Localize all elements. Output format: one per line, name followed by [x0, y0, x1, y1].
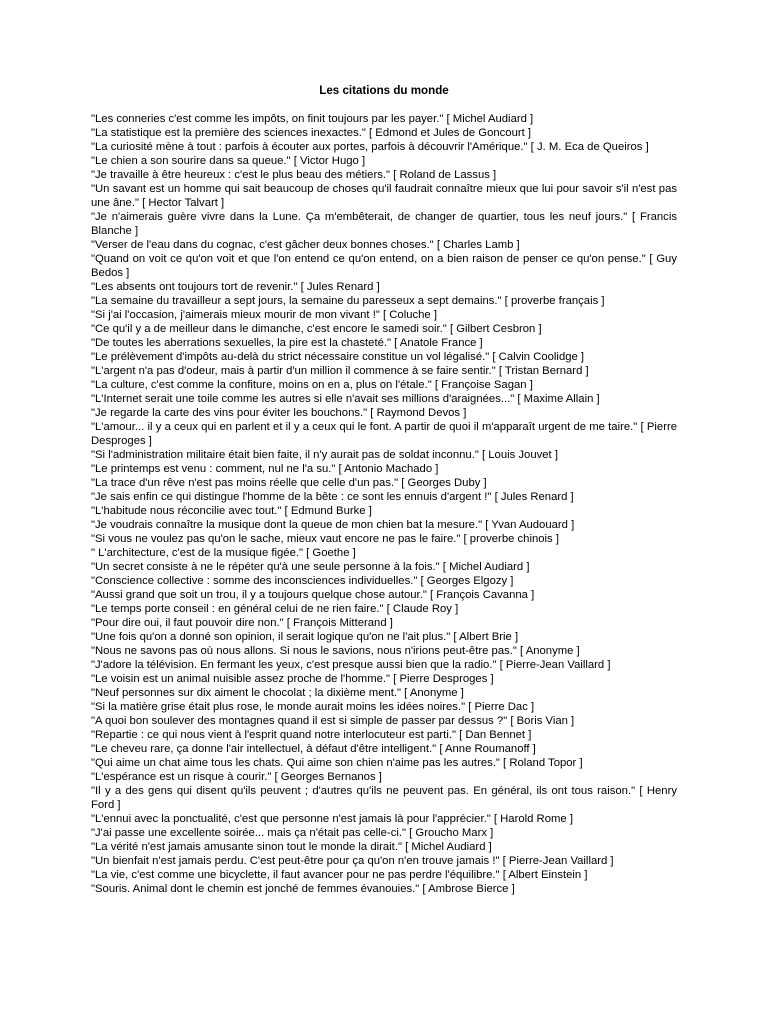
quote-item: "Les absents ont toujours tort de revenir." [ Jules Renard ] [91, 281, 380, 293]
quote-item: "Conscience collective : somme des inconsciences individuelles." [ Georges Elgozy ] [91, 575, 514, 587]
quote-item: "Qui aime un chat aime tous les chats. Qui aime son chien n'aime pas les autres." [ Roland Topor ] [91, 757, 583, 769]
quote-item: "Le prélèvement d'impôts au-delà du strict nécessaire constitue un vol légalisé." [ Calvin Coolidge ] [91, 351, 585, 363]
quote-item: "Les conneries c'est comme les impôts, on finit toujours par les payer." [ Michel Audiard ] [91, 113, 534, 125]
quote-item: "Si vous ne voulez pas qu'on le sache, mieux vaut encore ne pas le faire." [ proverbe chinois ] [91, 533, 559, 545]
quote-item: "Le chien a son sourire dans sa queue." [ Victor Hugo ] [91, 155, 366, 167]
quote-item: "Le cheveu rare, ça donne l'air intellectuel, à défaut d'être intelligent." [ Anne Roumanoff ] [91, 743, 536, 755]
quote-item: "A quoi bon soulever des montagnes quand il est si simple de passer par dessus ?" [ Boris Vian ] [91, 715, 575, 727]
quote-item: "J'ai passe une excellente soirée... mais ça n'était pas celle-ci." [ Groucho Marx ] [91, 827, 494, 839]
page-title: Les citations du monde [319, 84, 449, 97]
quote-item: " L'architecture, c'est de la musique figée." [ Goethe ] [91, 547, 356, 559]
quote-item: "La curiosité mène à tout : parfois à écouter aux portes, parfois à découvrir l'Amérique." [ J. M. Eca de Queiros ] [91, 141, 649, 153]
quote-item: "Verser de l'eau dans du cognac, c'est gâcher deux bonnes choses." [ Charles Lamb ] [91, 239, 520, 251]
quote-item: "L'ennui avec la ponctualité, c'est que personne n'est jamais là pour l'apprécier." [ Harold Rome ] [91, 813, 573, 825]
quote-item: "Si j'ai l'occasion, j'aimerais mieux mourir de mon vivant !" [ Coluche ] [91, 309, 437, 321]
quote-item: "La vie, c'est comme une bicyclette, il faut avancer pour ne pas perdre l'équilibre." [ Albert Einstein ] [91, 869, 588, 881]
quote-item: "Je n'aimerais guère vivre dans la Lune. Ça m'embêterait, de changer de quartier, tous les neuf jours." [ Francis Blanche ] [91, 211, 677, 237]
quote-item: "L'Internet serait une toile comme les autres si elle n'avait ses millions d'araignées..." [ Maxime Allain ] [91, 393, 600, 405]
quote-item: "Un bienfait n'est jamais perdu. C'est peut-être pour ça qu'on n'en trouve jamais !" [ Pierre-Jean Vaillard ] [91, 855, 614, 867]
quote-item: "Une fois qu'on a donné son opinion, il serait logique qu'on ne l'ait plus." [ Albert Brie ] [91, 631, 519, 643]
quote-item: "L'amour... il y a ceux qui en parlent et il y a ceux qui le font. A partir de quoi il m'apparaît urgent de me taire." [ Pierre Desproges ] [91, 421, 677, 447]
quote-item: "Nous ne savons pas où nous allons. Si nous le savions, nous n'irions peut-être pas." [ Anonyme ] [91, 645, 580, 657]
quote-item: "Le printemps est venu : comment, nul ne l'a su." [ Antonio Machado ] [91, 463, 439, 475]
quote-item: "Si la matière grise était plus rose, le monde aurait moins les idées noires." [ Pierre Dac ] [91, 701, 535, 713]
quote-item: "Je sais enfin ce qui distingue l'homme de la bête : ce sont les ennuis d'argent !" [ Jules Renard ] [91, 491, 574, 503]
quote-item: "Repartie : ce qui nous vient à l'esprit quand notre interlocuteur est parti." [ Dan Bennet ] [91, 729, 532, 741]
quote-item: "Le temps porte conseil : en général celui de ne rien faire." [ Claude Roy ] [91, 603, 459, 615]
quote-item: "Le voisin est un animal nuisible assez proche de l'homme." [ Pierre Desproges ] [91, 673, 494, 685]
quote-item: "Souris. Animal dont le chemin est jonché de femmes évanouies." [ Ambrose Bierce ] [91, 883, 515, 895]
quote-item: "Je regarde la carte des vins pour éviter les bouchons." [ Raymond Devos ] [91, 407, 467, 419]
quote-item: "De toutes les aberrations sexuelles, la pire est la chasteté." [ Anatole France ] [91, 337, 483, 349]
quote-item: "Je travaille à être heureux : c'est le plus beau des métiers." [ Roland de Lassus ] [91, 169, 497, 181]
quote-item: "Il y a des gens qui disent qu'ils peuvent ; d'autres qu'ils ne peuvent pas. En général, ils ont tous raison." [ Henry Ford ] [91, 785, 677, 811]
quote-item: "L'habitude nous réconcilie avec tout." [ Edmund Burke ] [91, 505, 372, 517]
quote-item: "Un secret consiste à ne le répéter qu'à une seule personne à la fois." [ Michel Audiard ] [91, 561, 530, 573]
quote-item: "Un savant est un homme qui sait beaucoup de choses qu'il faudrait connaître mieux que lui pour savoir s'il n'est pas une âne." [ Hector Talvart ] [91, 183, 677, 209]
quote-list [91, 112, 677, 896]
quote-item: "La statistique est la première des sciences inexactes." [ Edmond et Jules de Goncourt ] [91, 127, 532, 139]
quote-item: "J'adore la télévision. En fermant les yeux, c'est presque aussi bien que la radio." [ Pierre-Jean Vaillard ] [91, 659, 611, 671]
quote-item: "Ce qu'il y a de meilleur dans le dimanche, c'est encore le samedi soir." [ Gilbert Cesbron ] [91, 323, 542, 335]
quote-item: "L'argent n'a pas d'odeur, mais à partir d'un million il commence à se faire sentir." [ Tristan Bernard ] [91, 365, 589, 377]
quote-item: "Neuf personnes sur dix aiment le chocolat ; la dixième ment." [ Anonyme ] [91, 687, 464, 699]
quote-item: "Si l'administration militaire était bien faite, il n'y aurait pas de soldat inconnu." [ Louis Jouvet ] [91, 449, 558, 461]
quote-item: "L'espérance est un risque à courir." [ Georges Bernanos ] [91, 771, 382, 783]
quote-item: "La culture, c'est comme la confiture, moins on en a, plus on l'étale." [ Françoise Sagan ] [91, 379, 533, 391]
quote-item: "La trace d'un rêve n'est pas moins réelle que celle d'un pas." [ Georges Duby ] [91, 477, 487, 489]
quote-item: "Aussi grand que soit un trou, il y a toujours quelque chose autour." [ François Cavanna ] [91, 589, 535, 601]
document-page [91, 84, 677, 896]
quote-item: "La semaine du travailleur a sept jours, la semaine du paresseux a sept demains." [ proverbe français ] [91, 295, 605, 307]
quote-item: "Pour dire oui, il faut pouvoir dire non." [ François Mitterand ] [91, 617, 393, 629]
quote-item: "Je voudrais connaître la musique dont la queue de mon chien bat la mesure." [ Yvan Audouard ] [91, 519, 575, 531]
quote-item: "Quand on voit ce qu'on voit et que l'on entend ce qu'on entend, on a bien raison de penser ce qu'on pense." [ Guy Bedos ] [91, 253, 677, 279]
quote-item: "La vérité n'est jamais amusante sinon tout le monde la dirait." [ Michel Audiard ] [91, 841, 492, 853]
